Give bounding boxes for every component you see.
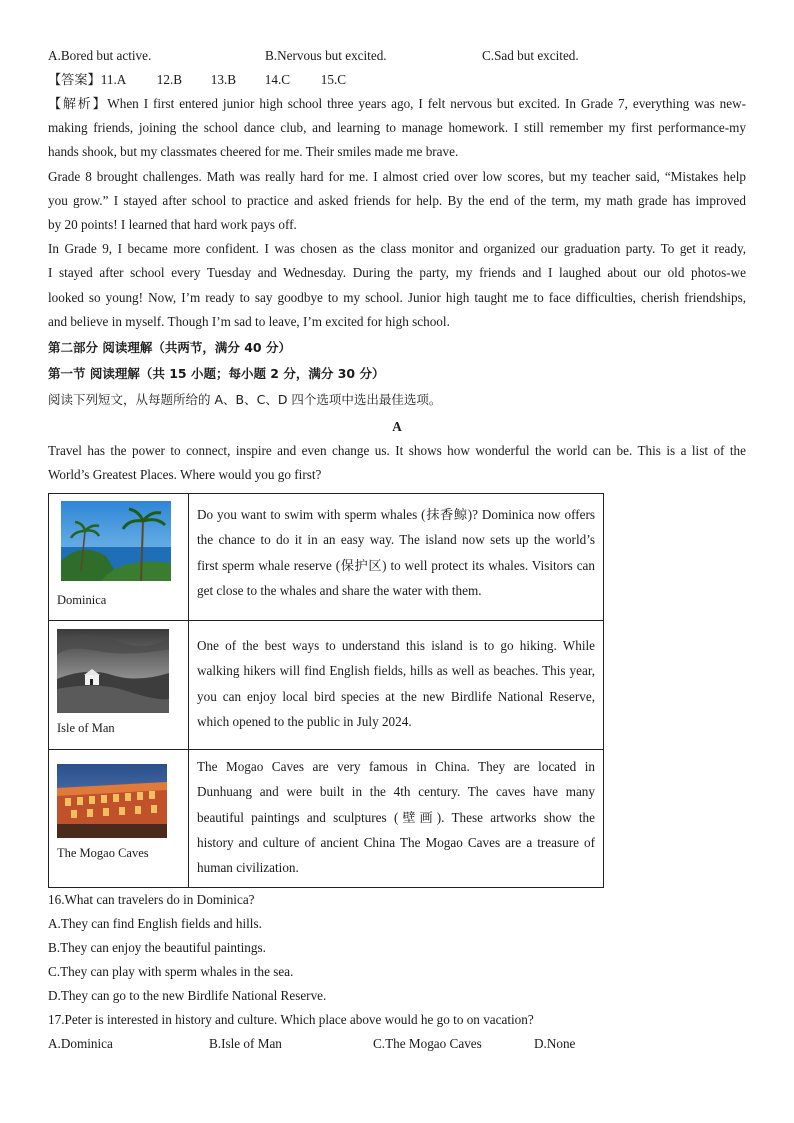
analysis-label: 【解析】 xyxy=(48,96,108,111)
analysis-line: by 20 points! I learned that hard work pays off. xyxy=(48,217,297,233)
question-option: A.They can find English fields and hills. xyxy=(48,915,262,931)
question-17 xyxy=(48,1008,746,1056)
place-description: The Mogao Caves are very famous in China. They are located in Dunhuang and were built in the 4th century. The caves have many beautiful paintings and sculptures (壁画). These artworks show the history and culture of ancient China The Mogao Caves are a treasure of human civilization. xyxy=(189,750,604,887)
place-row-mogao-caves xyxy=(49,750,604,887)
question-stem: 17.Peter is interested in history and culture. Which place above would he go to on vacation? xyxy=(48,1012,534,1027)
answer-item: 14.C xyxy=(264,72,291,87)
option-b: B.Nervous but excited. xyxy=(265,48,387,63)
answer-item: 11.A xyxy=(100,72,127,87)
question-option: C.The Mogao Caves xyxy=(373,1036,482,1052)
passage-letter: A xyxy=(392,418,402,434)
part-title: 第二部分 阅读理解（共两节，满分 40 分） xyxy=(48,340,291,356)
analysis-line: In Grade 9, I became more confident. I was chosen as the class monitor and organized our graduation party. To get it ready, xyxy=(48,241,746,257)
question-option: C.They can play with sperm whales in the sea. xyxy=(48,963,294,979)
question-option: A.Dominica xyxy=(48,1036,113,1052)
intro-line: World’s Greatest Places. Where would you go first? xyxy=(48,466,322,482)
option-c: C.Sad but excited. xyxy=(482,48,579,63)
analysis-line: looked so young! Now, I’m ready to say goodbye to my school. Junior high taught me to face difficulties, cherish friendships, xyxy=(48,289,746,305)
intro-line: Travel has the power to connect, inspire and even change us. It shows how wonderful the world can be. This is a list of the xyxy=(48,442,746,458)
question-16 xyxy=(48,888,746,1008)
analysis-block xyxy=(48,92,746,334)
place-description: One of the best ways to understand this island is to go hiking. While walking hikers will find English fields, hills as well as beaches. This year, you can enjoy local bird species at the new Birdlife National Reserve, which opened to the public in July 2024. xyxy=(189,621,604,750)
analysis-line: I stayed after school every Tuesday and Wednesday. During the party, my friends and I laughed about our old photos-we xyxy=(48,265,746,281)
question-stem: 16.What can travelers do in Dominica? xyxy=(48,891,255,907)
analysis-line: you grow.” I stayed after school to practice and asked friends for help. By the end of the term, my math grade has improved xyxy=(48,192,746,208)
place-image-cell xyxy=(49,621,189,750)
dominica-photo xyxy=(61,501,171,581)
place-row-dominica xyxy=(49,494,604,621)
question-option: B.They can enjoy the beautiful paintings. xyxy=(48,939,266,955)
answer-key xyxy=(48,68,746,92)
places-table xyxy=(48,493,604,887)
question-option: B.Isle of Man xyxy=(209,1036,282,1052)
question-option: D.They can go to the new Birdlife National Reserve. xyxy=(48,987,327,1003)
analysis-line: making friends, joining the school dance club, and learning to manage homework. I still remember my first performance-my xyxy=(48,120,746,136)
place-image-cell xyxy=(49,494,189,621)
answer-item: 15.C xyxy=(320,72,347,87)
analysis-line: and believe in myself. Though I’m sad to leave, I’m excited for high school. xyxy=(48,313,450,329)
mogao-caves-photo xyxy=(57,764,167,838)
document-page xyxy=(48,44,746,1056)
answer-item: 13.B xyxy=(210,72,237,87)
place-name: Dominica xyxy=(57,593,107,608)
instruction: 阅读下列短文，从每题所给的 A、B、C、D 四个选项中选出最佳选项。 xyxy=(48,392,442,408)
analysis-line: 【解析】When I first entered junior high school three years ago, I felt nervous but excited. In Grade 7, everything was new- xyxy=(48,96,746,111)
section-title: 第一节 阅读理解（共 15 小题；每小题 2 分，满分 30 分） xyxy=(48,366,385,382)
place-name: Isle of Man xyxy=(57,721,115,736)
place-image-cell xyxy=(49,750,189,887)
place-row-isle-of-man xyxy=(49,621,604,750)
question-option: D.None xyxy=(534,1036,576,1052)
analysis-line: Grade 8 brought challenges. Math was really hard for me. I almost cried over low scores, but my teacher said, “Mistakes help xyxy=(48,168,746,184)
answer-label: 【答案】 xyxy=(48,72,101,87)
option-a: A.Bored but active. xyxy=(48,48,152,63)
prev-question-options xyxy=(48,44,746,68)
isle-of-man-photo xyxy=(57,629,169,713)
place-name: The Mogao Caves xyxy=(57,846,149,861)
analysis-line: hands shook, but my classmates cheered for me. Their smiles made me brave. xyxy=(48,144,459,160)
answer-item: 12.B xyxy=(156,72,183,87)
place-description: Do you want to swim with sperm whales (抹香鲸)? Dominica now offers the chance to do it in an easy way. The island now sets up the world’s first sperm whale reserve (保护区) to well protect its whales. Visitors can get close to the whales and share the water with them. xyxy=(189,494,604,621)
question-options xyxy=(48,1032,746,1056)
